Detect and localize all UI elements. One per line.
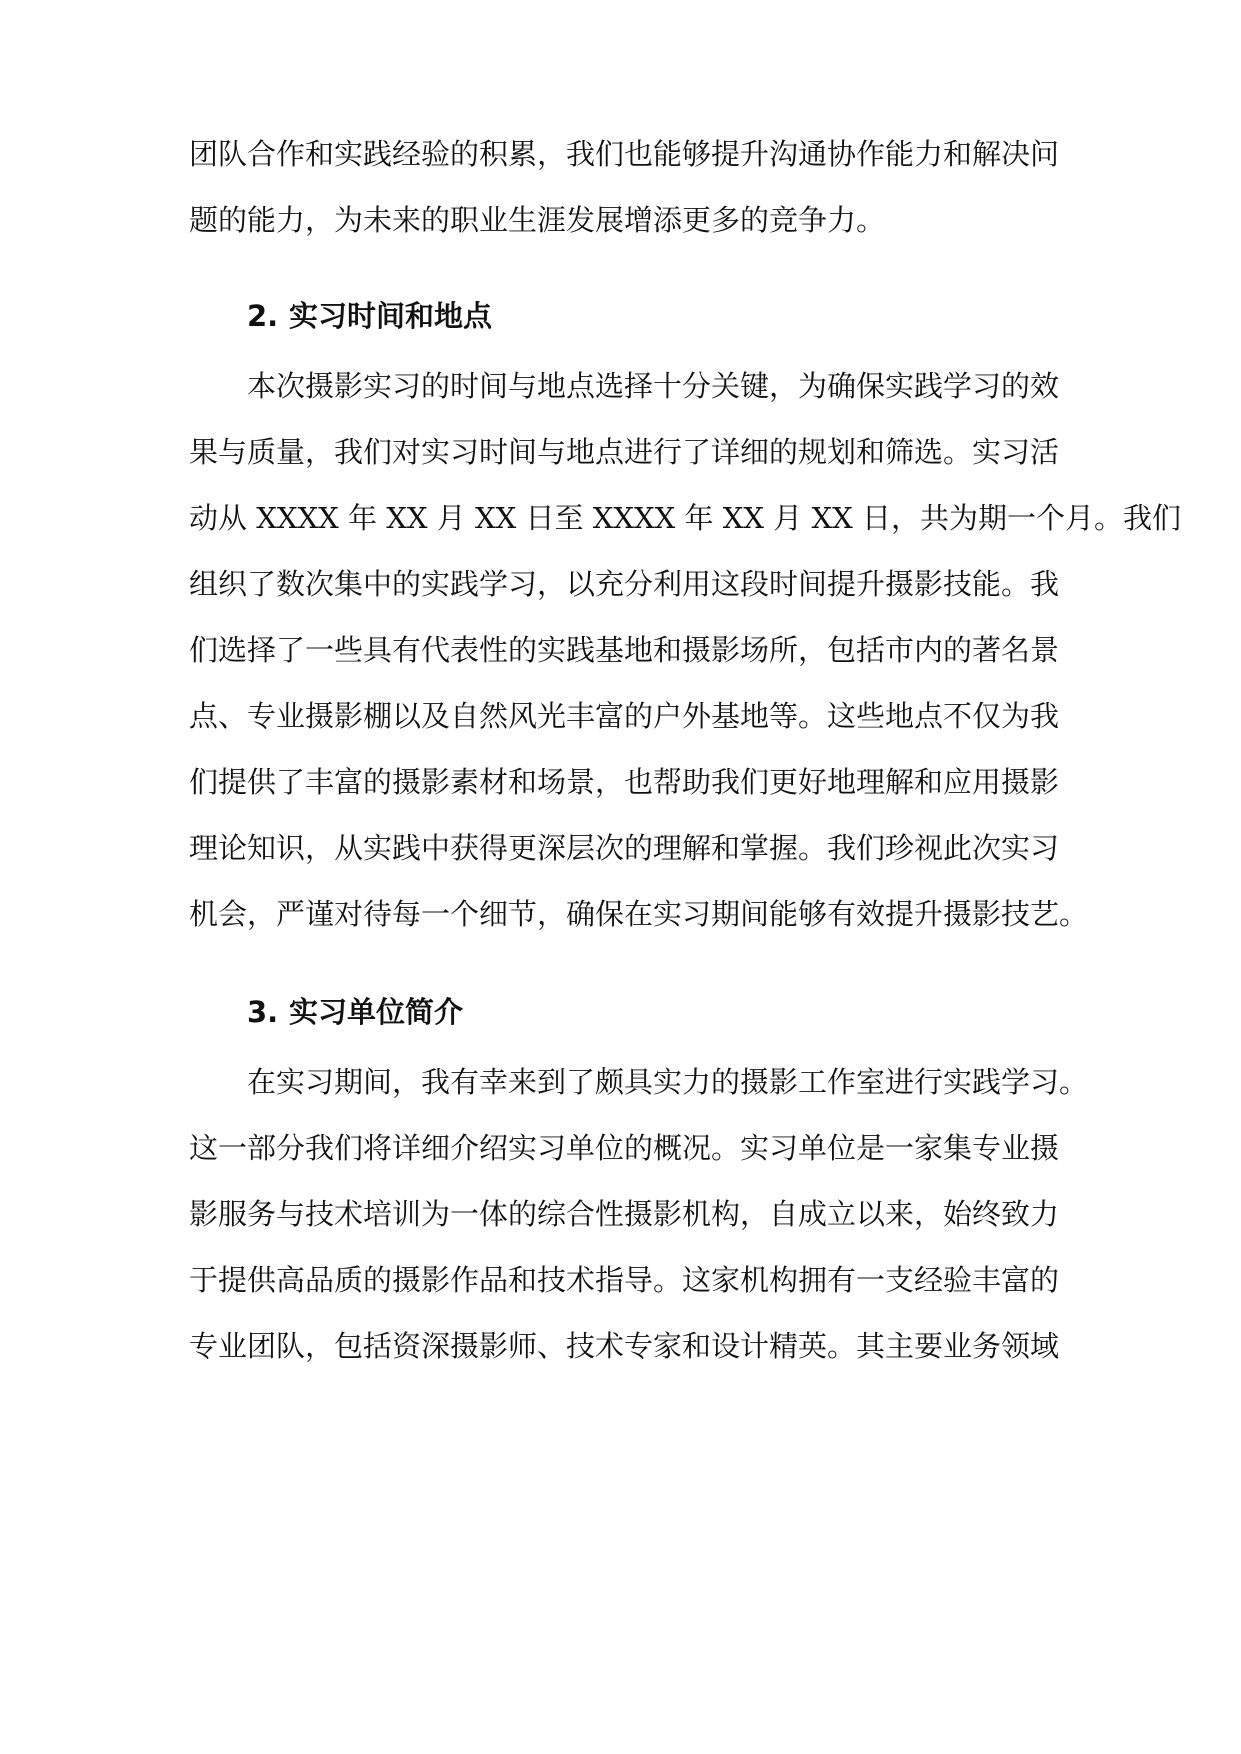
intro-line-2: 题的能力，为未来的职业生涯发展增添更多的竞争力。 — [189, 203, 886, 237]
section-2-line-5: 们选择了一些具有代表性的实践基地和摄影场所，包括市内的著名景 — [189, 633, 1060, 667]
section-2-line-9: 机会，严谨对待每一个细节，确保在实习期间能够有效提升摄影技艺。 — [189, 897, 1089, 931]
section-3-title: 实习单位简介 — [289, 995, 464, 1029]
section-3-line-5: 专业团队，包括资深摄影师、技术专家和设计精英。其主要业务领域 — [189, 1329, 1060, 1363]
section-2-line-7: 们提供了丰富的摄影素材和场景，也帮助我们更好地理解和应用摄影 — [189, 765, 1060, 799]
section-2-line-8: 理论知识，从实践中获得更深层次的理解和掌握。我们珍视此次实习 — [189, 831, 1060, 865]
section-2-number: 2. — [247, 299, 279, 333]
section-2-line-1: 本次摄影实习的时间与地点选择十分关键，为确保实践学习的效 — [247, 369, 1060, 403]
section-2-heading — [247, 296, 492, 336]
section-2-line-6: 点、专业摄影棚以及自然风光丰富的户外基地等。这些地点不仅为我 — [189, 699, 1060, 733]
section-2-line-3: 动从 XXXX 年 XX 月 XX 日至 XXXX 年 XX 月 XX 日，共为期一个月。我们 — [189, 501, 1181, 535]
section-3-line-4: 于提供高品质的摄影作品和技术指导。这家机构拥有一支经验丰富的 — [189, 1263, 1060, 1297]
section-3-heading — [247, 992, 463, 1032]
intro-line-1: 团队合作和实践经验的积累，我们也能够提升沟通协作能力和解决问 — [189, 137, 1060, 171]
section-3-number: 3. — [247, 995, 279, 1029]
section-2-title: 实习时间和地点 — [289, 299, 493, 333]
section-2-line-2: 果与质量，我们对实习时间与地点进行了详细的规划和筛选。实习活 — [189, 435, 1060, 469]
section-2-line-4: 组织了数次集中的实践学习，以充分利用这段时间提升摄影技能。我 — [189, 567, 1060, 601]
section-3-line-1: 在实习期间，我有幸来到了颇具实力的摄影工作室进行实践学习。 — [247, 1065, 1089, 1099]
section-3-line-3: 影服务与技术培训为一体的综合性摄影机构，自成立以来，始终致力 — [189, 1197, 1060, 1231]
section-3-line-2: 这一部分我们将详细介绍实习单位的概况。实习单位是一家集专业摄 — [189, 1131, 1060, 1165]
